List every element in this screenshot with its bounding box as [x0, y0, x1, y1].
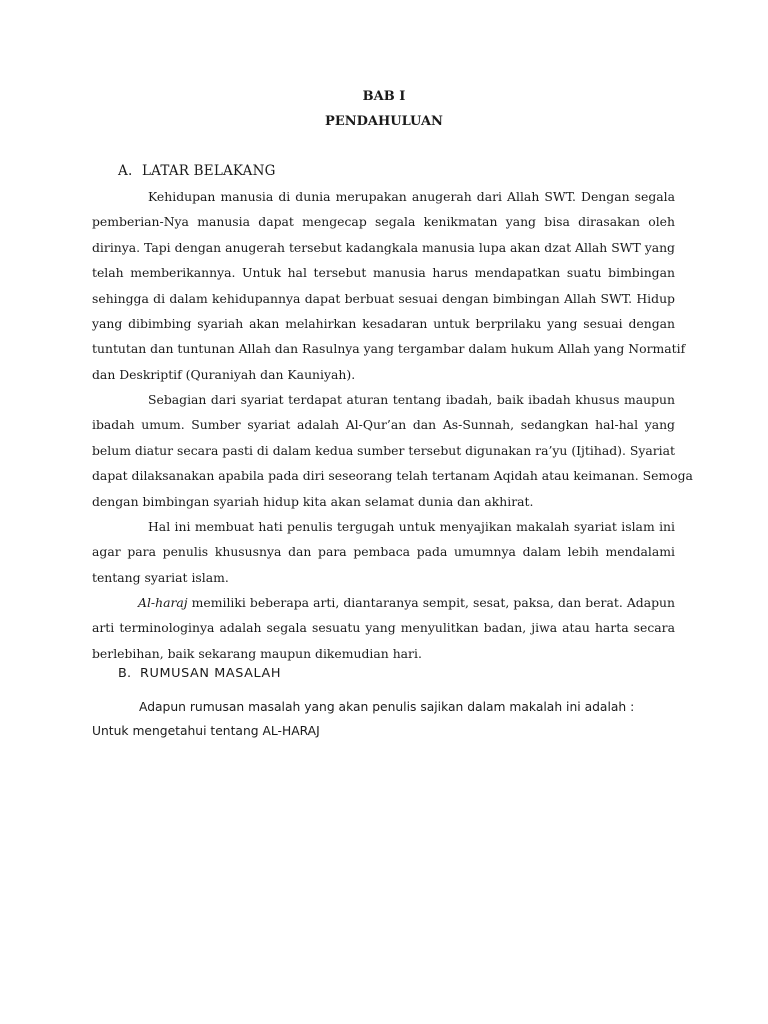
paragraph-4 [92, 590, 675, 666]
paragraph-line: dan Deskriptif (Quraniyah dan Kauniyah). [92, 366, 356, 382]
paragraph-line: berlebihan, baik sekarang maupun dikemudian hari. [92, 645, 422, 661]
section-a-heading: LATAR BELAKANG [142, 163, 276, 179]
paragraph-3 [92, 514, 675, 590]
paragraph-line-rest: memiliki beberapa arti, diantaranya sempit, sesat, paksa, dan berat. Adapun [187, 595, 675, 610]
paragraph-2 [92, 387, 693, 514]
paragraph-line: Sebagian dari syariat terdapat aturan tentang ibadah, baik ibadah khusus maupun [148, 392, 675, 407]
rumusan-intro: Adapun rumusan masalah yang akan penulis sajikan dalam makalah ini adalah : [139, 700, 635, 714]
chapter-title: PENDAHULUAN [325, 114, 443, 129]
chapter-number: BAB I [362, 89, 406, 104]
paragraph-line: yang dibimbing syariah akan melahirkan kesadaran untuk berprilaku yang sesuai dengan [92, 316, 675, 332]
section-b-marker: B. [118, 666, 132, 681]
paragraph-line: arti terminologinya adalah segala sesuatu yang menyulitkan badan, jiwa atau harta secara [92, 620, 675, 636]
paragraph-line: telah memberikannya. Untuk hal tersebut manusia harus mendapatkan suatu bimbingan [92, 265, 675, 281]
paragraph-line: agar para penulis khususnya dan para pembaca pada umumnya dalam lebih mendalami [92, 544, 675, 560]
paragraph-line: belum diatur secara pasti di dalam kedua sumber tersebut digunakan ra’yu (Ijtihad). Syariat [92, 442, 675, 458]
paragraph-line: Hal ini membuat hati penulis tergugah untuk menyajikan makalah syariat islam ini [148, 519, 675, 534]
paragraph-line: pemberian-Nya manusia dapat mengecap segala kenikmatan yang bisa dirasakan oleh [92, 214, 675, 230]
paragraph-line: dapat dilaksanakan apabila pada diri seseorang telah tertanam Aqidah atau keimanan. Semoga [92, 468, 693, 484]
italic-term: Al-haraj [138, 595, 188, 610]
paragraph-line: ibadah umum. Sumber syariat adalah Al-Qur’an dan As-Sunnah, sedangkan hal-hal yang [92, 417, 675, 433]
paragraph-line: tuntutan dan tuntunan Allah dan Rasulnya yang tergambar dalam hukum Allah yang Normatif [92, 341, 686, 357]
rumusan-item: Untuk mengetahui tentang AL-HARAJ [92, 724, 320, 738]
paragraph-line: sehingga di dalam kehidupannya dapat berbuat sesuai dengan bimbingan Allah SWT. Hidup [92, 290, 675, 306]
section-a-marker: A. [118, 163, 133, 179]
paragraph-line: dirinya. Tapi dengan anugerah tersebut kadangkala manusia lupa akan dzat Allah SWT yang [92, 239, 675, 255]
paragraph-1 [92, 184, 686, 387]
paragraph-line: tentang syariat islam. [92, 569, 229, 585]
section-b-heading: RUMUSAN MASALAH [140, 666, 282, 681]
paragraph-line: Kehidupan manusia di dunia merupakan anugerah dari Allah SWT. Dengan segala [148, 189, 675, 204]
paragraph-line: dengan bimbingan syariah hidup kita akan selamat dunia dan akhirat. [92, 493, 534, 509]
paragraph-line [92, 590, 675, 615]
